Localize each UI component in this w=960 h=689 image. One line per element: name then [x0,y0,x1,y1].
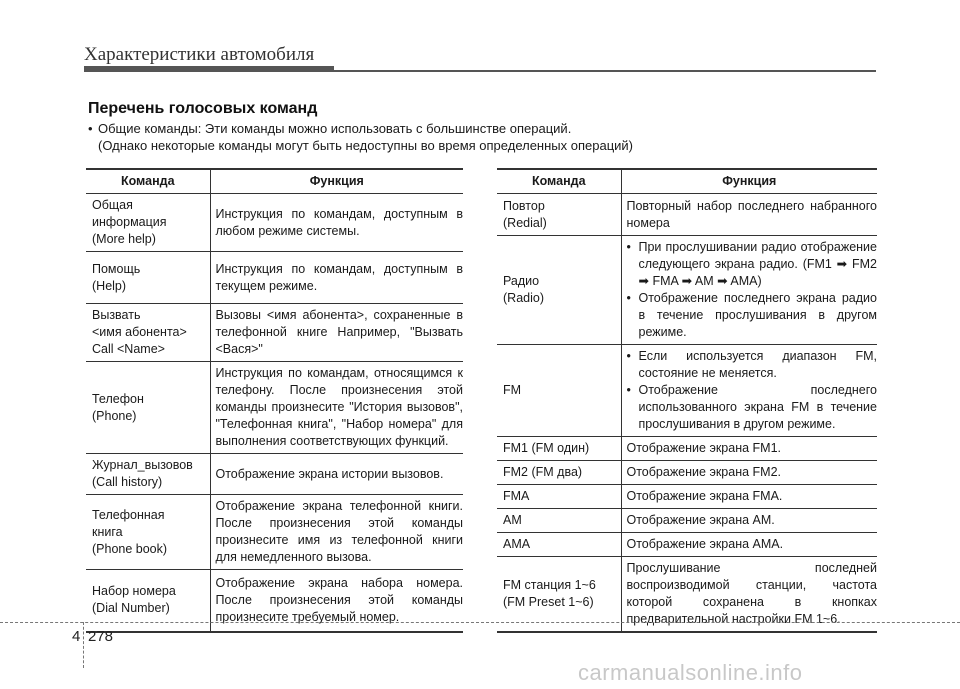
function-cell: Прослушивание последней воспроизводимой станции, частота которой сохранена в кнопках предварительной настройки FM 1~6. [621,557,877,633]
table-row [497,557,877,633]
table-row [497,461,877,485]
page-number: 278 [88,628,114,645]
list-item: • При прослушивании радио отображение следующего экрана радио. (FM1 ➡ FM2 ➡ FMA ➡ AM ➡ AMA) [627,239,878,290]
command-cell: AMA [497,533,621,557]
function-cell: Отображение экрана FM1. [621,437,877,461]
function-cell: Вызовы <имя абонента>, сохраненные в телефонной книге Например, "Вызвать <Вася>" [210,304,463,362]
column-header-command: Команда [497,169,621,194]
command-cell: FM [497,345,621,437]
section-heading: Перечень голосовых команд [88,100,318,117]
command-cell: Радио (Radio) [497,236,621,345]
command-cell: Телефон (Phone) [86,362,210,454]
table-row [86,454,463,495]
command-cell: FMA [497,485,621,509]
command-cell: AM [497,509,621,533]
command-cell: Набор номера (Dial Number) [86,570,210,632]
table-row [497,194,877,236]
table-row [86,495,463,570]
footer-rule [0,622,960,623]
command-cell: FM1 (FM один) [497,437,621,461]
table-row [497,485,877,509]
section-number: 4 [72,628,81,645]
header-rule [84,70,876,72]
right-command-table [497,168,877,633]
intro-line-2: (Однако некоторые команды могут быть недоступны во время определенных операций) [98,138,634,153]
table-row [86,252,463,304]
table-row [497,533,877,557]
command-cell: Общая информация (More help) [86,194,210,252]
table-row [86,194,463,252]
header-title: Характеристики автомобиля [84,44,315,65]
column-header-function: Функция [210,169,463,194]
column-header-function: Функция [621,169,877,194]
list-item: • Если используется диапазон FM, состояние не меняется. [627,348,878,382]
list-item: • Отображение последнего экрана радио в течение прослушивания в другом режиме. [627,290,878,341]
table-header-row [86,169,463,194]
function-cell [621,345,877,437]
command-cell: Телефонная книга (Phone book) [86,495,210,570]
list-item: • Отображение последнего использованного экрана FM в течение прослушивания в другом режиме. [627,382,878,433]
function-cell: Отображение экрана набора номера. После произнесения этой команды произнесите требуемый номер. [210,570,463,632]
command-cell: Журнал_вызовов (Call history) [86,454,210,495]
command-cell: Помощь (Help) [86,252,210,304]
table-row [497,509,877,533]
function-cell: Отображение экрана FM2. [621,461,877,485]
function-cell: Повторный набор последнего набранного номера [621,194,877,236]
command-cell: Повтор (Redial) [497,194,621,236]
column-header-command: Команда [86,169,210,194]
function-cell: Отображение экрана истории вызовов. [210,454,463,495]
function-cell: Инструкция по командам, доступным в текущем режиме. [210,252,463,304]
function-cell: Отображение экрана AM. [621,509,877,533]
table-row [86,362,463,454]
function-cell: Отображение экрана FMA. [621,485,877,509]
left-command-table [86,168,463,633]
function-cell: Отображение экрана телефонной книги. После произнесения этой команды произнесите имя из телефонной книги для немедленного вызова. [210,495,463,570]
intro-line-1: Общие команды: Эти команды можно использовать с большинстве операций. [98,121,572,136]
table-header-row [497,169,877,194]
function-cell: Инструкция по командам, относящимся к телефону. После произнесения этой команды произнесите "История вызовов", "Телефонная книга", "Набор номера" для выполнения соответствующих функций. [210,362,463,454]
bullet-marker: • [88,121,93,136]
command-cell: FM станция 1~6 (FM Preset 1~6) [497,557,621,633]
table-row [497,236,877,345]
function-cell: Отображение экрана AMA. [621,533,877,557]
watermark: carmanualsonline.info [578,660,803,685]
command-cell: FM2 (FM два) [497,461,621,485]
command-cell: Вызвать <имя абонента> Call <Name> [86,304,210,362]
footer-divider [83,622,84,668]
table-row [497,345,877,437]
function-cell: Инструкция по командам, доступным в любом режиме системы. [210,194,463,252]
function-cell [621,236,877,345]
table-row [86,304,463,362]
table-row [497,437,877,461]
